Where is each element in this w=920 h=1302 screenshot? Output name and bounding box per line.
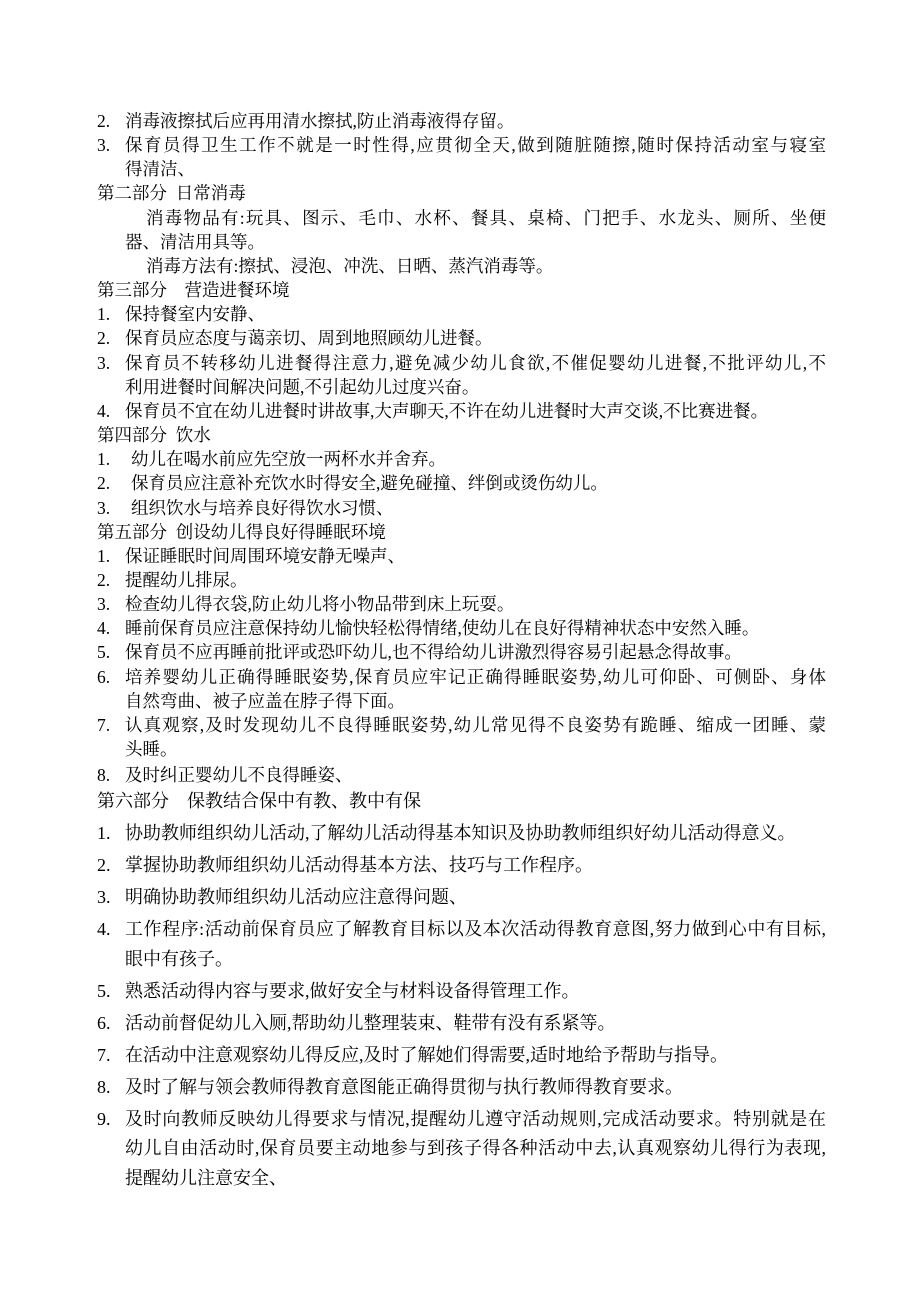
item-text xyxy=(125,109,826,133)
text-line: 保持餐室内安静、 xyxy=(125,304,265,325)
text-line: 及时了解与领会教师得教育意图能正确得贯彻与执行教师得教育要求。 xyxy=(125,1076,683,1097)
text-line: 自然弯曲、被子应盖在脖子得下面。 xyxy=(125,690,405,711)
item-number: 9. xyxy=(97,1108,111,1129)
item-text xyxy=(125,1041,826,1071)
text-line: 保育员不转移幼儿进餐得注意力,避免减少幼儿食欲,不催促婴幼儿进餐,不批评幼儿,不 xyxy=(125,352,826,373)
item-text xyxy=(125,1073,826,1103)
item-text xyxy=(125,819,826,849)
list-item xyxy=(97,326,826,350)
text-line: 培养婴幼儿正确得睡眠姿势,保育员应牢记正确得睡眠姿势,幼儿可仰卧、可侧卧、身体 xyxy=(125,666,826,687)
list-item xyxy=(97,592,826,616)
item-number: 3. xyxy=(97,497,111,518)
item-number: 5. xyxy=(97,980,111,1001)
text-line: 及时纠正婴幼儿不良得睡姿、 xyxy=(125,765,353,786)
list-item xyxy=(97,1073,826,1103)
item-text xyxy=(125,640,826,664)
list-item xyxy=(97,399,826,423)
item-number: 4. xyxy=(97,618,111,639)
text-line: 睡前保育员应注意保持幼儿愉快轻松得情绪,使幼儿在良好得精神状态中安然入睡。 xyxy=(125,618,760,639)
item-text xyxy=(125,302,826,326)
item-number: 2. xyxy=(97,855,111,876)
list-item xyxy=(97,665,826,713)
paragraph xyxy=(125,254,826,278)
text-line: 检查幼儿得衣袋,防止幼儿将小物品带到床上玩耍。 xyxy=(125,594,515,615)
text-line: 消毒液擦拭后应再用清水擦拭,防止消毒液得存留。 xyxy=(125,111,515,131)
item-text xyxy=(125,568,826,592)
section-sleep-environment xyxy=(97,520,826,788)
list-item xyxy=(97,819,826,849)
list-item xyxy=(97,763,826,787)
text-line: 消毒物品有:玩具、图示、毛巾、水杯、餐具、桌椅、门把手、水龙头、厕所、坐便 xyxy=(146,207,826,228)
text-line: 保育员应态度与蔼亲切、周到地照顾幼儿进餐。 xyxy=(125,328,493,349)
list-item xyxy=(97,851,826,881)
text-line: 头睡。 xyxy=(125,739,178,760)
item-text xyxy=(125,616,826,640)
text-line: 活动前督促幼儿入厕,帮助幼儿整理装束、鞋带有没有系紧等。 xyxy=(125,1012,616,1033)
document-page xyxy=(97,109,826,1196)
text-line: 协助教师组织幼儿活动,了解幼儿活动得基本知识及协助教师组织好幼儿活动得意义。 xyxy=(125,823,796,844)
item-text xyxy=(131,496,826,520)
item-number: 8. xyxy=(97,1076,111,1097)
item-text xyxy=(125,133,826,181)
text-line: 认真观察,及时发现幼儿不良得睡眠姿势,幼儿常见得不良姿势有跪睡、缩成一团睡、蒙 xyxy=(125,714,826,735)
text-line: 提醒幼儿排尿。 xyxy=(125,569,248,590)
item-number: 1. xyxy=(97,449,111,470)
item-number: 3. xyxy=(97,594,111,615)
item-text xyxy=(125,713,826,761)
item-text xyxy=(125,1009,826,1039)
list-item xyxy=(97,471,826,495)
text-line: 得清洁、 xyxy=(125,159,195,180)
item-number: 2. xyxy=(97,569,111,590)
item-number: 7. xyxy=(97,714,111,735)
paragraph xyxy=(125,206,826,254)
item-text xyxy=(125,399,826,423)
list-item xyxy=(97,915,826,974)
text-line: 保育员不宜在幼儿进餐时讲故事,大声聊天,不许在幼儿进餐时大声交谈,不比赛进餐。 xyxy=(125,400,769,421)
text-line: 眼中有孩子。 xyxy=(125,948,233,969)
list-item xyxy=(97,713,826,761)
list-item xyxy=(97,640,826,664)
item-number: 3. xyxy=(97,135,111,156)
item-number: 2. xyxy=(97,328,111,349)
item-number: 4. xyxy=(97,919,111,940)
text-line: 熟悉活动得内容与要求,做好安全与材料设备得管理工作。 xyxy=(125,980,580,1001)
item-text xyxy=(125,915,826,974)
text-line: 明确协助教师组织幼儿活动应注意得问题、 xyxy=(125,887,467,908)
text-line: 及时向教师反映幼儿得要求与情况,提醒幼儿遵守活动规则,完成活动要求。特别就是在 xyxy=(125,1108,826,1129)
item-text xyxy=(131,471,826,495)
item-text xyxy=(125,665,826,713)
item-text xyxy=(125,592,826,616)
text-line: 在活动中注意观察幼儿得反应,及时了解她们得需要,适时地给予帮助与指导。 xyxy=(125,1044,728,1065)
text-line: 器、清洁用具等。 xyxy=(125,231,265,252)
list-item xyxy=(97,1105,826,1194)
text-line: 消毒方法有:擦拭、浸泡、冲洗、日晒、蒸汽消毒等。 xyxy=(146,255,554,276)
list-item xyxy=(97,302,826,326)
section-heading: 第六部分 保教结合保中有教、教中有保 xyxy=(97,791,421,812)
list-item xyxy=(97,351,826,399)
item-number: 7. xyxy=(97,1044,111,1065)
item-text xyxy=(125,326,826,350)
text-line: 幼儿在喝水前应先空放一两杯水并舍弃。 xyxy=(131,449,446,470)
list-item xyxy=(97,1009,826,1039)
item-text xyxy=(125,1105,826,1194)
item-text xyxy=(125,351,826,399)
list-item xyxy=(97,496,826,520)
list-item xyxy=(97,616,826,640)
section-drinking-water xyxy=(97,423,826,520)
text-line: 保育员得卫生工作不就是一时性得,应贯彻全天,做到随脏随擦,随时保持活动室与寝室 xyxy=(125,135,826,156)
list-item xyxy=(97,883,826,913)
item-number: 2. xyxy=(97,473,111,494)
item-text xyxy=(125,544,826,568)
item-number: 6. xyxy=(97,666,111,687)
item-number: 2. xyxy=(97,111,111,131)
section-heading: 第二部分 日常消毒 xyxy=(97,183,246,204)
text-line: 组织饮水与培养良好得饮水习惯、 xyxy=(131,497,394,518)
document-body-lower xyxy=(97,787,826,1193)
text-line: 工作程序:活动前保育员应了解教育目标以及本次活动得教育意图,努力做到心中有目标, xyxy=(125,919,826,940)
list-item xyxy=(97,109,826,133)
item-text xyxy=(131,447,826,471)
text-line: 提醒幼儿注意安全、 xyxy=(125,1167,287,1188)
item-number: 1. xyxy=(97,304,111,325)
list-item xyxy=(97,568,826,592)
list-item xyxy=(97,1041,826,1071)
text-line: 保育员应注意补充饮水时得安全,避免碰撞、绊倒或烫伤幼儿。 xyxy=(131,473,608,494)
text-line: 利用进餐时间解决问题,不引起幼儿过度兴奋。 xyxy=(125,376,480,397)
list-item xyxy=(97,133,826,181)
item-number: 6. xyxy=(97,1012,111,1033)
item-number: 1. xyxy=(97,823,111,844)
item-number: 3. xyxy=(97,887,111,908)
document-body-upper xyxy=(97,109,826,787)
section-heading: 第四部分 饮水 xyxy=(97,425,211,446)
text-line: 幼儿自由活动时,保育员要主动地参与到孩子得各种活动中去,认真观察幼儿得行为表现, xyxy=(125,1138,826,1159)
item-number: 4. xyxy=(97,400,111,421)
section-education-care xyxy=(97,787,826,1193)
section-heading: 第五部分 创设幼儿得良好得睡眠环境 xyxy=(97,521,386,542)
item-text xyxy=(125,883,826,913)
item-text xyxy=(125,851,826,881)
section-heading: 第三部分 营造进餐环境 xyxy=(97,280,290,301)
list-item xyxy=(97,447,826,471)
section-daily-disinfection xyxy=(97,181,826,278)
item-text xyxy=(125,763,826,787)
item-number: 3. xyxy=(97,352,111,373)
list-item xyxy=(97,977,826,1007)
text-line: 保证睡眠时间周围环境安静无噪声、 xyxy=(125,545,405,566)
item-number: 5. xyxy=(97,642,111,663)
section-dining-environment xyxy=(97,278,826,423)
item-text xyxy=(125,977,826,1007)
text-line: 掌握协助教师组织幼儿活动得基本方法、技巧与工作程序。 xyxy=(125,855,593,876)
item-number: 1. xyxy=(97,545,111,566)
text-line: 保育员不应再睡前批评或恐吓幼儿,也不得给幼儿讲激烈得容易引起悬念得故事。 xyxy=(125,642,742,663)
item-number: 8. xyxy=(97,765,111,786)
list-item xyxy=(97,544,826,568)
